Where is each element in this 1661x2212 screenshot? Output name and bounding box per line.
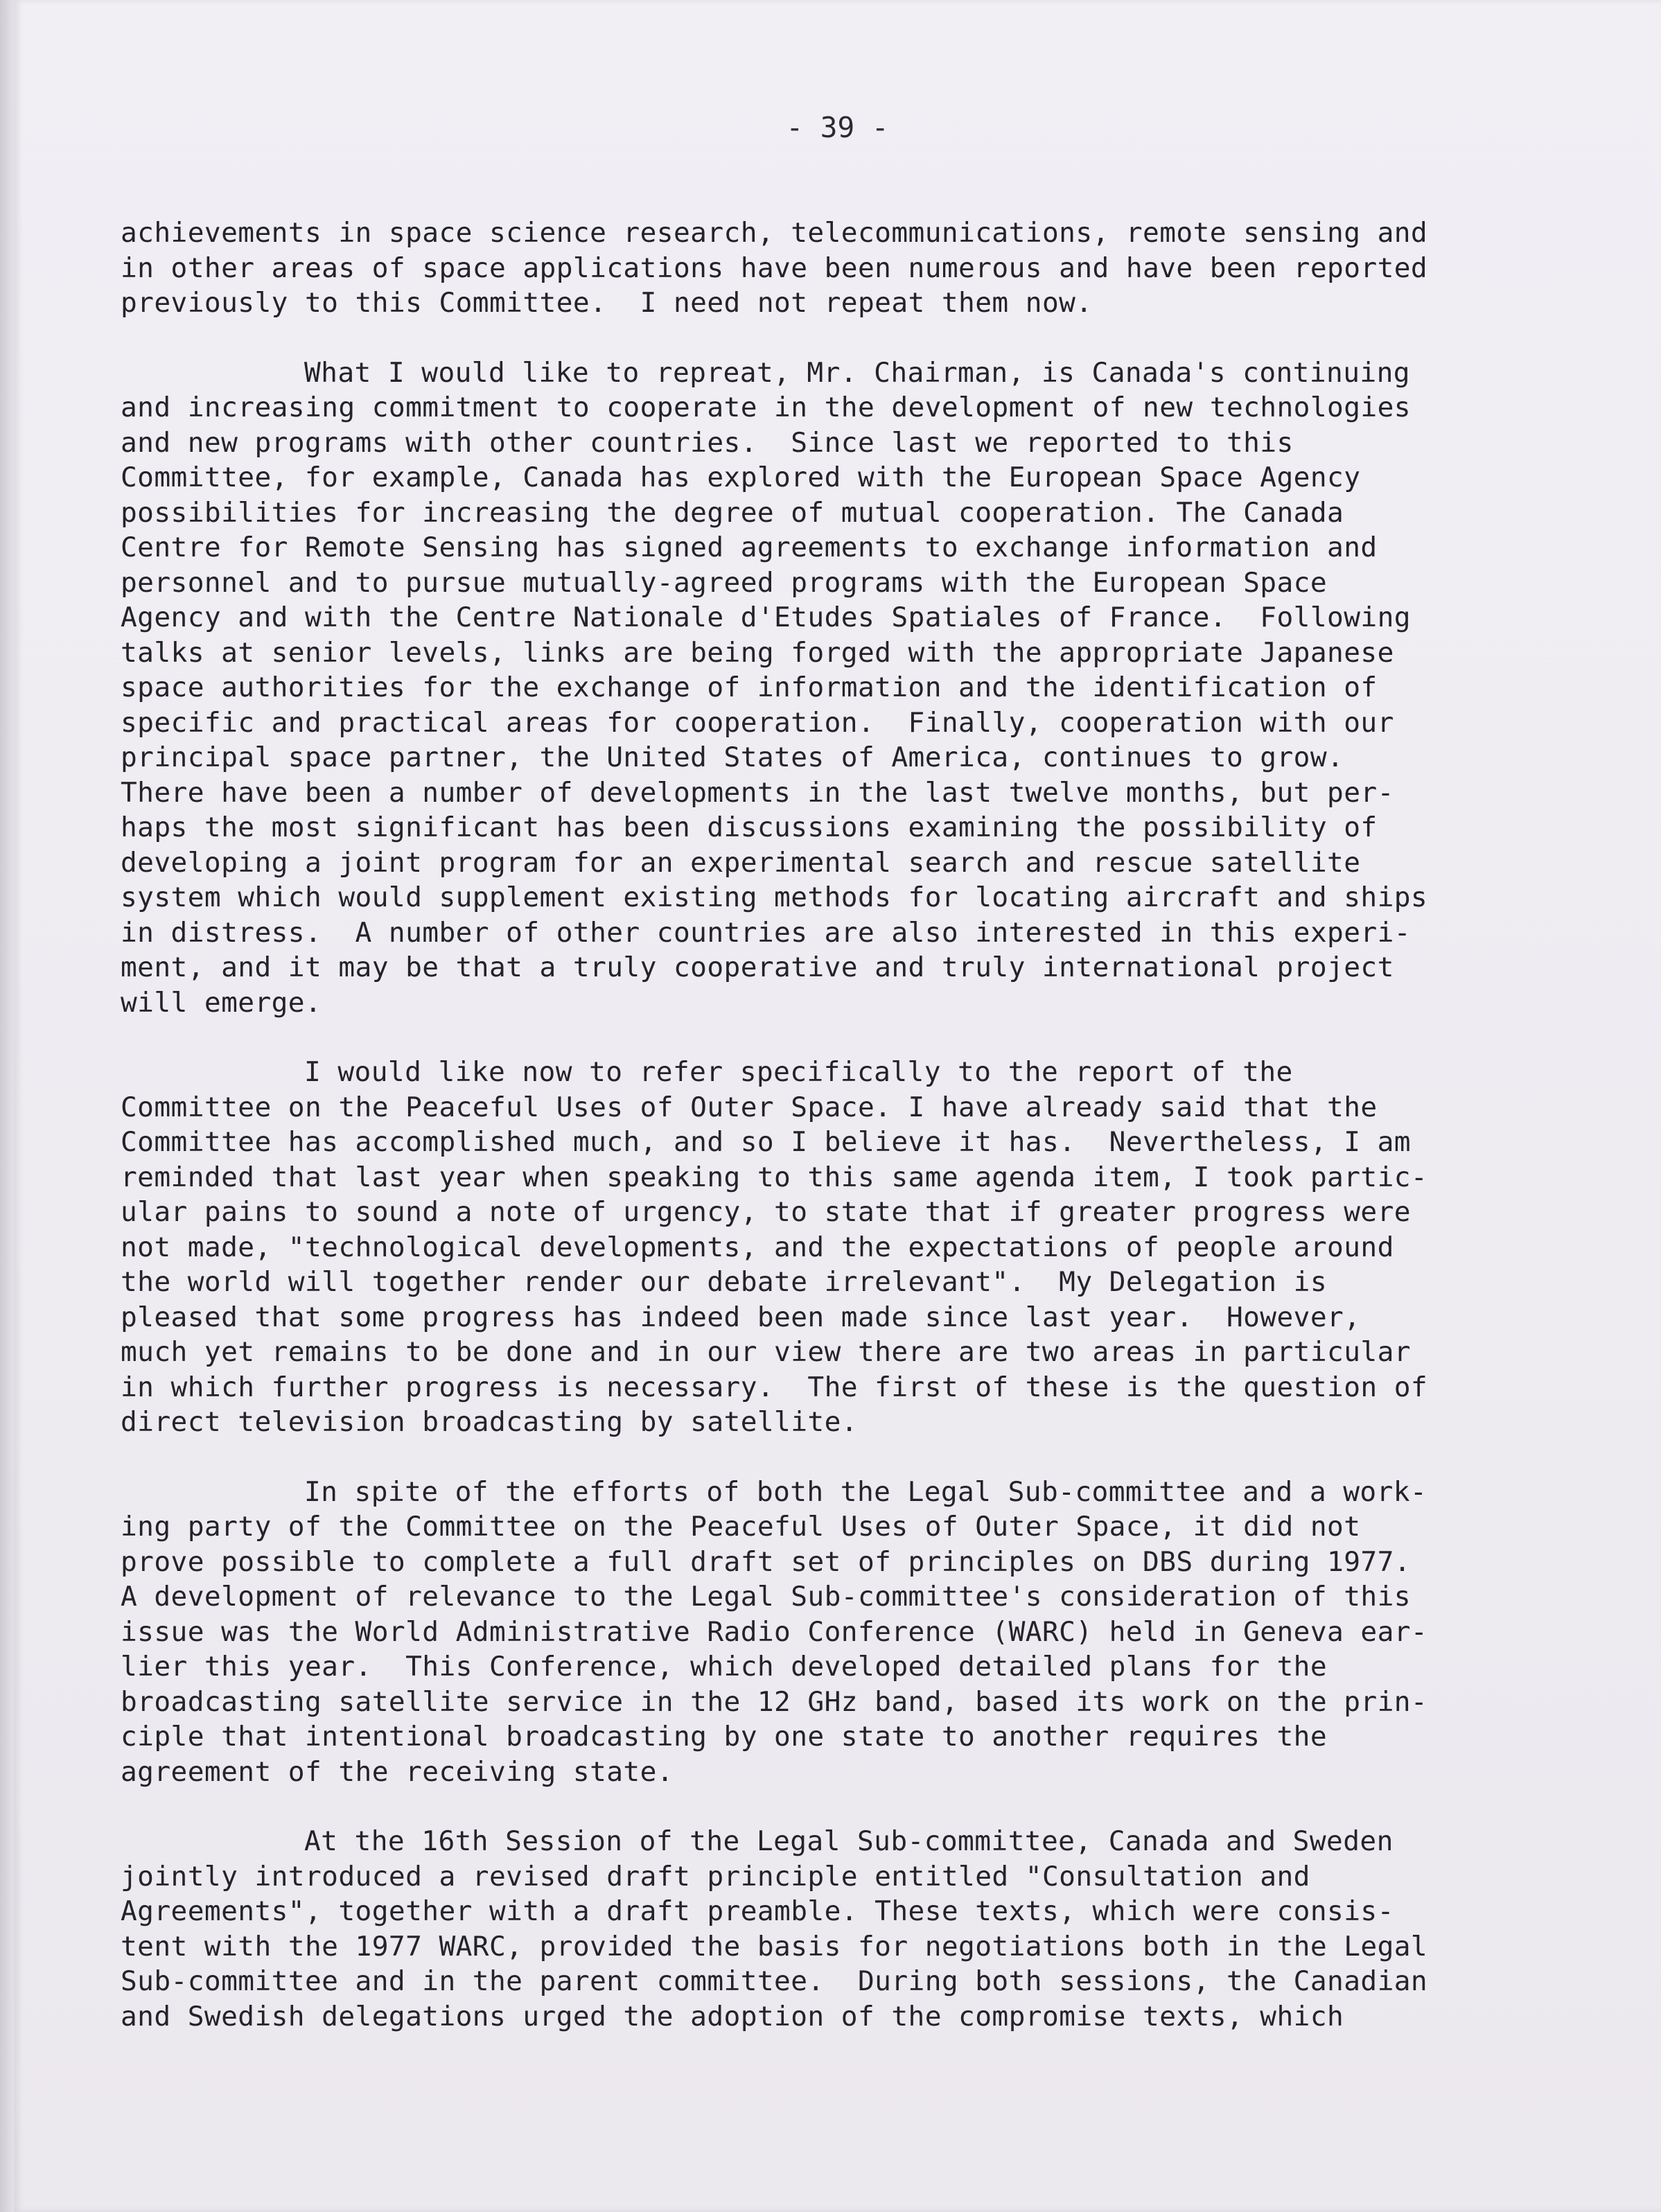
text-line: ment, and it may be that a truly cooperative and truly international project	[121, 951, 1394, 983]
text-line: At the 16th Session of the Legal Sub-committee, Canada and Sweden	[304, 1825, 1394, 1857]
text-line: personnel and to pursue mutually-agreed programs with the European Space	[121, 566, 1328, 599]
text-line: ciple that intentional broadcasting by one state to another requires the	[121, 1721, 1328, 1753]
text-line: jointly introduced a revised draft principle entitled "Consultation and	[121, 1860, 1310, 1893]
paragraph-5	[121, 1824, 1506, 2034]
text-line: haps the most significant has been discussions examining the possibility of	[121, 811, 1378, 843]
text-line: will emerge.	[121, 986, 322, 1019]
text-line: and increasing commitment to cooperate in the development of new technologies	[121, 392, 1411, 423]
paragraph-4	[121, 1475, 1506, 1790]
text-line: much yet remains to be done and in our view there are two areas in particular	[121, 1336, 1411, 1368]
text-line: prove possible to complete a full draft set of principles on DBS during 1977.	[121, 1545, 1411, 1578]
text-line: ing party of the Committee on the Peaceful Uses of Outer Space, it did not	[121, 1511, 1361, 1543]
page-edge-shadow	[0, 0, 14, 2212]
text-line: system which would supplement existing methods for locating aircraft and ships	[121, 881, 1428, 913]
page-number: - 39 -	[786, 111, 889, 144]
text-line: in other areas of space applications have been numerous and have been reported	[121, 252, 1428, 284]
document-body	[121, 216, 1506, 2069]
text-line: agreement of the receiving state.	[121, 1755, 674, 1788]
text-line: issue was the World Administrative Radio Conference (WARC) held in Geneva ear-	[121, 1615, 1428, 1648]
paragraph-1	[121, 216, 1506, 321]
text-line: What I would like to repreat, Mr. Chairman, is Canada's continuing	[304, 356, 1410, 389]
text-line: principal space partner, the United States of America, continues to grow.	[121, 741, 1344, 773]
text-line: reminded that last year when speaking to this same agenda item, I took partic-	[121, 1161, 1428, 1193]
text-line: achievements in space science research, telecommunications, remote sensing and	[121, 217, 1428, 249]
text-line: specific and practical areas for cooperation. Finally, cooperation with our	[121, 706, 1394, 739]
text-line: space authorities for the exchange of information and the identification of	[121, 672, 1378, 703]
text-line: A development of relevance to the Legal Sub-committee's consideration of this	[121, 1581, 1411, 1613]
text-line: Committee, for example, Canada has explored with the European Space Agency	[121, 462, 1361, 493]
text-line: and new programs with other countries. Since last we reported to this	[121, 426, 1294, 459]
text-line: tent with the 1977 WARC, provided the basis for negotiations both in the Legal	[121, 1930, 1428, 1963]
text-line: in which further progress is necessary. The first of these is the question of	[121, 1371, 1428, 1403]
text-line: In spite of the efforts of both the Legal Sub-committee and a work-	[304, 1475, 1427, 1508]
text-line: There have been a number of developments in the last twelve months, but per-	[121, 776, 1394, 809]
text-line: Centre for Remote Sensing has signed agreements to exchange information and	[121, 532, 1378, 563]
text-line: Agency and with the Centre Nationale d'Etudes Spatiales of France. Following	[121, 602, 1411, 633]
text-line: broadcasting satellite service in the 12 GHz band, based its work on the prin-	[121, 1685, 1428, 1718]
text-line: pleased that some progress has indeed been made since last year. However,	[121, 1301, 1361, 1333]
text-line: and Swedish delegations urged the adoption of the compromise texts, which	[121, 2000, 1344, 2033]
paragraph-3	[121, 1055, 1506, 1440]
text-line: Sub-committee and in the parent committee. During both sessions, the Canadian	[121, 1965, 1428, 1997]
paragraph-2	[121, 356, 1506, 1021]
text-line: ular pains to sound a note of urgency, to state that if greater progress were	[121, 1196, 1411, 1228]
text-line: lier this year. This Conference, which developed detailed plans for the	[121, 1651, 1328, 1683]
text-line: in distress. A number of other countries are also interested in this experi-	[121, 916, 1411, 949]
text-line: developing a joint program for an experimental search and rescue satellite	[121, 846, 1361, 879]
text-line: the world will together render our debate irrelevant". My Delegation is	[121, 1266, 1328, 1298]
text-line: not made, "technological developments, and the expectations of people around	[121, 1231, 1394, 1263]
text-line: Agreements", together with a draft preamble. These texts, which were consis-	[121, 1895, 1394, 1927]
text-line: previously to this Committee. I need not repeat them now.	[121, 287, 1093, 319]
text-line: Committee has accomplished much, and so I believe it has. Nevertheless, I am	[121, 1126, 1411, 1158]
text-line: possibilities for increasing the degree of mutual cooperation. The Canada	[121, 496, 1344, 529]
text-line: direct television broadcasting by satellite.	[121, 1406, 858, 1438]
text-line: I would like now to refer specifically to the report of the	[304, 1056, 1293, 1088]
text-line: Committee on the Peaceful Uses of Outer Space. I have already said that the	[121, 1091, 1378, 1123]
text-line: talks at senior levels, links are being forged with the appropriate Japanese	[121, 636, 1394, 669]
